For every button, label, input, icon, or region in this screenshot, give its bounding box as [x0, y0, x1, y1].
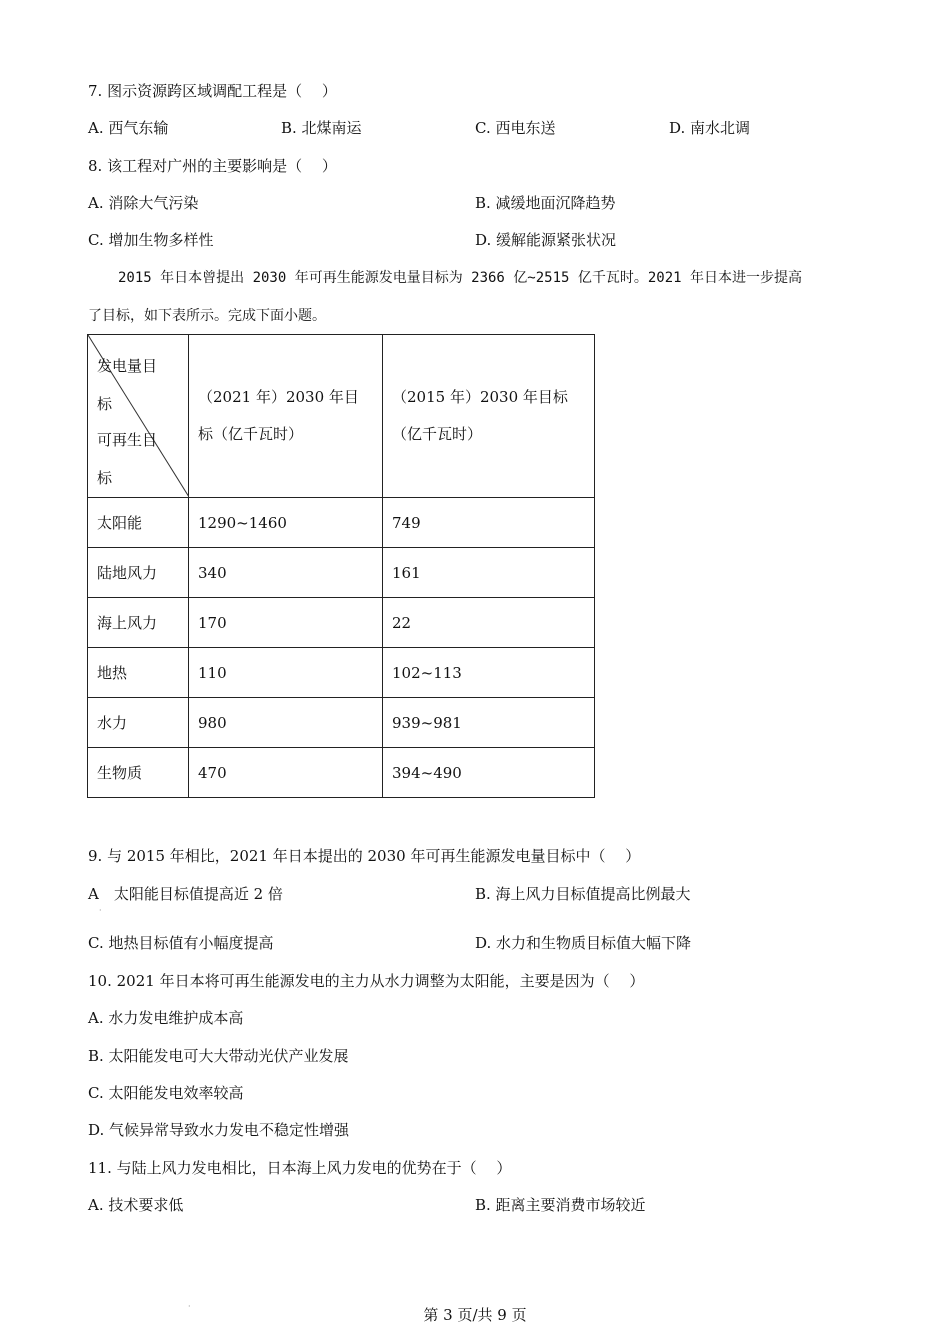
renewable-target-table [87, 334, 595, 798]
row-name: 地热 [88, 648, 189, 698]
table-row [88, 648, 595, 698]
corner-top-label [97, 347, 157, 423]
q7-option-d: D. 南水北调 [669, 119, 751, 137]
stray-dot-mark: · [99, 906, 102, 915]
q8-stem: 8. 该工程对广州的主要影响是（ ） [88, 157, 337, 175]
stray-dot-mark: · [188, 1302, 191, 1311]
q8-option-c: C. 增加生物多样性 [88, 231, 214, 249]
row-name: 海上风力 [88, 598, 189, 648]
header-2015-line-1: （2015 年）2030 年目标 [392, 388, 568, 406]
q11-stem: 11. 与陆上风力发电相比，日本海上风力发电的优势在于（ ） [88, 1159, 512, 1177]
table-row [88, 698, 595, 748]
page-number-footer: 第 3 页/共 9 页 [423, 1306, 527, 1324]
header-2015-line-2: （亿千瓦时） [392, 425, 483, 443]
corner-top-line-1: 发电量目 [97, 357, 158, 375]
q7-option-a: A. 西气东输 [88, 119, 169, 137]
q7-option-b: B. 北煤南运 [281, 119, 362, 137]
q9-stem: 9. 与 2015 年相比，2021 年日本提出的 2030 年可再生能源发电量目标中（ ） [88, 847, 641, 865]
row-value-2021: 980 [189, 698, 383, 748]
q10-stem: 10. 2021 年日本将可再生能源发电的主力从水力调整为太阳能，主要是因为（ ） [88, 972, 645, 990]
q9-option-a: A 太阳能目标值提高近 2 倍 [88, 885, 283, 903]
header-2021-line-2: 标（亿千瓦时） [198, 425, 304, 443]
corner-bottom-label [97, 421, 157, 497]
q11-option-a: A. 技术要求低 [88, 1196, 184, 1214]
row-name: 生物质 [88, 748, 189, 798]
header-2015 [383, 335, 595, 498]
row-value-2015: 394~490 [383, 748, 595, 798]
q10-option-d: D. 气候异常导致水力发电不稳定性增强 [88, 1121, 350, 1139]
q9-option-c: C. 地热目标值有小幅度提高 [88, 934, 274, 952]
corner-bottom-line-2: 标 [97, 469, 113, 487]
q9-option-b: B. 海上风力目标值提高比例最大 [475, 885, 691, 903]
q7-option-c: C. 西电东送 [475, 119, 556, 137]
passage-line-2: 了目标，如下表所示。完成下面小题。 [88, 308, 326, 324]
q8-option-a: A. 消除大气污染 [88, 194, 199, 212]
table-row [88, 548, 595, 598]
q7-stem: 7. 图示资源跨区域调配工程是（ ） [88, 82, 337, 100]
row-value-2021: 470 [189, 748, 383, 798]
row-value-2021: 170 [189, 598, 383, 648]
table-row [88, 598, 595, 648]
table-row [88, 498, 595, 548]
row-name: 太阳能 [88, 498, 189, 548]
row-value-2015: 749 [383, 498, 595, 548]
q10-option-b: B. 太阳能发电可大大带动光伏产业发展 [88, 1047, 349, 1065]
table-corner-cell [88, 335, 189, 498]
row-value-2021: 340 [189, 548, 383, 598]
corner-bottom-line-1: 可再生目 [97, 431, 158, 449]
row-value-2015: 102~113 [383, 648, 595, 698]
row-value-2015: 939~981 [383, 698, 595, 748]
q9-option-d: D. 水力和生物质目标值大幅下降 [475, 934, 692, 952]
q10-option-c: C. 太阳能发电效率较高 [88, 1084, 244, 1102]
row-value-2015: 161 [383, 548, 595, 598]
q10-option-a: A. 水力发电维护成本高 [88, 1009, 244, 1027]
corner-top-line-2: 标 [97, 395, 113, 413]
passage-line-1: 2015 年日本曾提出 2030 年可再生能源发电量目标为 2366 亿~2515 亿千瓦时。2021 年日本进一步提高 [118, 270, 803, 286]
row-name: 水力 [88, 698, 189, 748]
row-value-2021: 1290~1460 [189, 498, 383, 548]
q8-option-d: D. 缓解能源紧张状况 [475, 231, 617, 249]
row-value-2015: 22 [383, 598, 595, 648]
header-2021 [189, 335, 383, 498]
q11-option-b: B. 距离主要消费市场较近 [475, 1196, 646, 1214]
header-2021-line-1: （2021 年）2030 年目 [198, 388, 359, 406]
table-row [88, 748, 595, 798]
table-header-row [88, 335, 595, 498]
row-value-2021: 110 [189, 648, 383, 698]
row-name: 陆地风力 [88, 548, 189, 598]
q8-option-b: B. 减缓地面沉降趋势 [475, 194, 616, 212]
